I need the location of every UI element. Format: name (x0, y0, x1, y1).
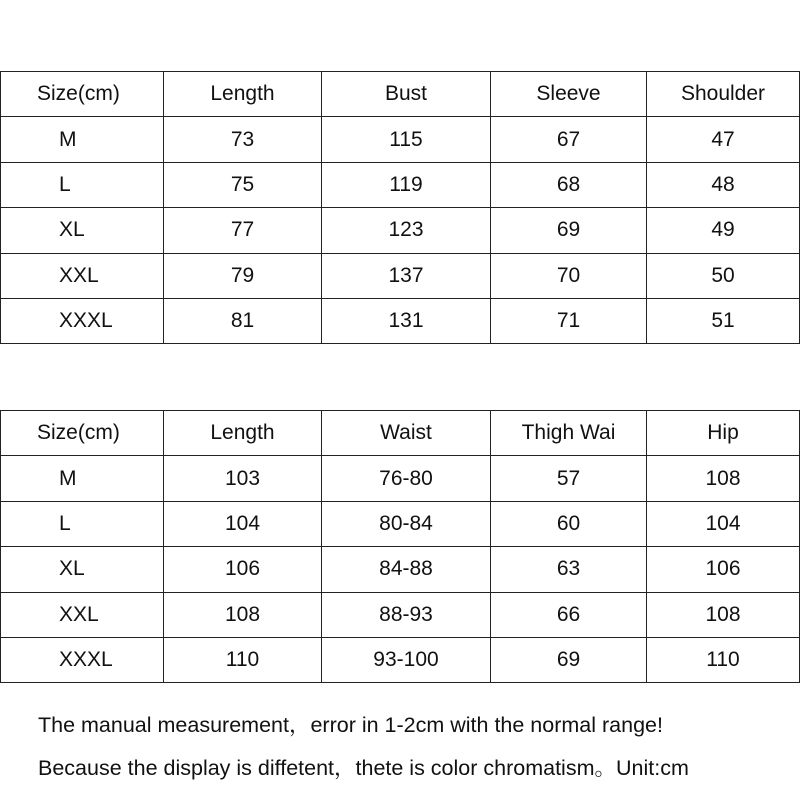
bottom-value-cell: 60 (491, 501, 647, 546)
bottom-value-cell: 106 (647, 547, 800, 592)
top-value-cell: 71 (491, 298, 647, 343)
top-value-cell: 50 (647, 253, 800, 298)
top-value-cell: 48 (647, 162, 800, 207)
top-value-cell: 123 (322, 208, 491, 253)
top-table-row (1, 117, 800, 162)
top-value-cell: 67 (491, 117, 647, 162)
top-value-cell: 68 (491, 162, 647, 207)
top-header-cell: Sleeve (491, 72, 647, 117)
top-table-row (1, 162, 800, 207)
bottom-header-cell: Size(cm) (1, 411, 164, 456)
bottom-table-row (1, 592, 800, 637)
top-value-cell: 70 (491, 253, 647, 298)
top-size-label: XL (1, 208, 164, 253)
bottom-header-row (1, 411, 800, 456)
top-value-cell: 75 (164, 162, 322, 207)
bottom-value-cell: 104 (647, 501, 800, 546)
top-header-cell: Length (164, 72, 322, 117)
top-value-cell: 51 (647, 298, 800, 343)
bottom-table-row (1, 637, 800, 682)
top-header-cell: Shoulder (647, 72, 800, 117)
bottom-header-cell: Length (164, 411, 322, 456)
bottom-value-cell: 110 (647, 637, 800, 682)
top-value-cell: 49 (647, 208, 800, 253)
top-value-cell: 137 (322, 253, 491, 298)
top-header-row (1, 72, 800, 117)
bottom-value-cell: 108 (647, 592, 800, 637)
bottom-value-cell: 110 (164, 637, 322, 682)
bottom-header-cell: Hip (647, 411, 800, 456)
bottom-table-row (1, 547, 800, 592)
bottom-value-cell: 80-84 (322, 501, 491, 546)
bottom-value-cell: 104 (164, 501, 322, 546)
top-value-cell: 73 (164, 117, 322, 162)
top-value-cell: 79 (164, 253, 322, 298)
bottom-value-cell: 63 (491, 547, 647, 592)
top-header-cell: Size(cm) (1, 72, 164, 117)
bottom-value-cell: 108 (647, 456, 800, 501)
bottom-header-cell: Thigh Wai (491, 411, 647, 456)
top-size-table (0, 71, 800, 344)
bottom-value-cell: 57 (491, 456, 647, 501)
top-value-cell: 81 (164, 298, 322, 343)
bottom-table-row (1, 456, 800, 501)
top-value-cell: 77 (164, 208, 322, 253)
top-value-cell: 69 (491, 208, 647, 253)
bottom-value-cell: 88-93 (322, 592, 491, 637)
top-table-row (1, 298, 800, 343)
bottom-header-cell: Waist (322, 411, 491, 456)
top-header-cell: Bust (322, 72, 491, 117)
bottom-size-label: XXXL (1, 637, 164, 682)
bottom-size-label: L (1, 501, 164, 546)
top-table-row (1, 208, 800, 253)
bottom-size-label: XXL (1, 592, 164, 637)
bottom-table-row (1, 501, 800, 546)
bottom-value-cell: 106 (164, 547, 322, 592)
bottom-size-table (0, 410, 800, 683)
bottom-value-cell: 76-80 (322, 456, 491, 501)
top-size-label: L (1, 162, 164, 207)
top-size-label: XXL (1, 253, 164, 298)
bottom-value-cell: 93-100 (322, 637, 491, 682)
top-size-label: M (1, 117, 164, 162)
display-note: Because the display is diffetent，thete is color chromatism。Unit:cm (38, 756, 689, 780)
top-value-cell: 131 (322, 298, 491, 343)
bottom-size-label: XL (1, 547, 164, 592)
top-value-cell: 119 (322, 162, 491, 207)
bottom-value-cell: 66 (491, 592, 647, 637)
bottom-value-cell: 84-88 (322, 547, 491, 592)
bottom-value-cell: 103 (164, 456, 322, 501)
measurement-note: The manual measurement，error in 1-2cm with the normal range! (38, 713, 663, 737)
bottom-value-cell: 108 (164, 592, 322, 637)
top-table-row (1, 253, 800, 298)
top-size-label: XXXL (1, 298, 164, 343)
top-value-cell: 115 (322, 117, 491, 162)
top-value-cell: 47 (647, 117, 800, 162)
bottom-value-cell: 69 (491, 637, 647, 682)
bottom-size-label: M (1, 456, 164, 501)
